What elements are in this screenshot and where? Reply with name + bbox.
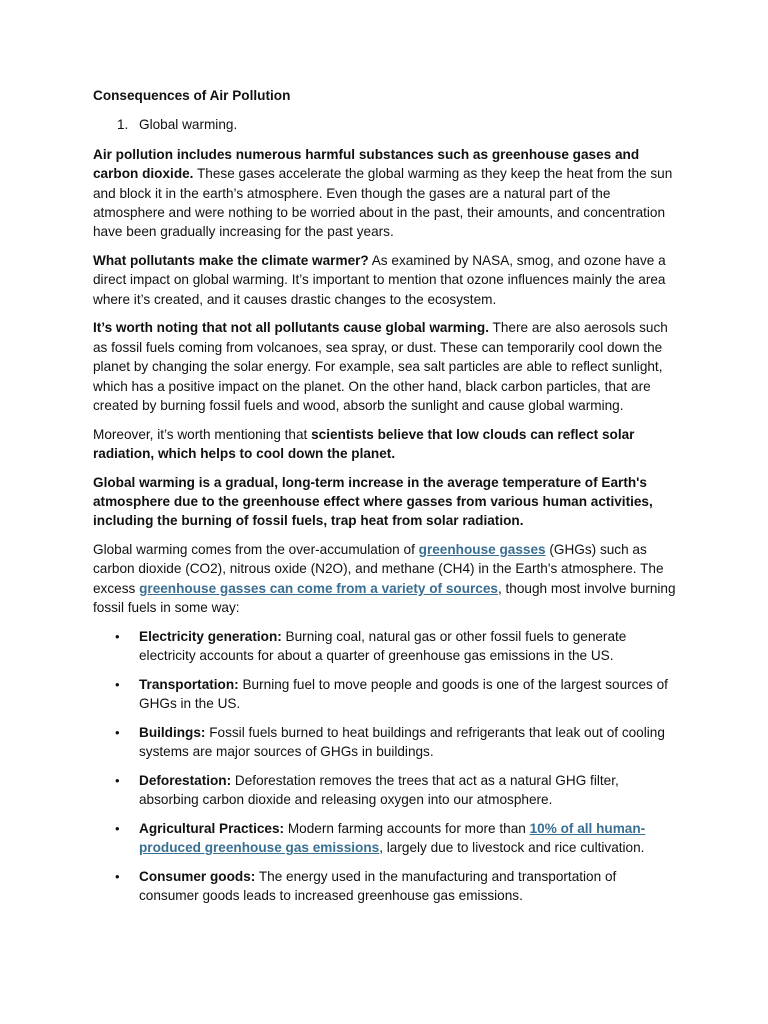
bold-definition: Global warming is a gradual, long-term increase in the average temperature of Earth's atmosphere due to the greenhouse effect where gasses from various human activities, including the burning of fossil fuels, trap heat from solar radiation. [93,474,653,529]
numbered-list [93,115,678,134]
paragraph-clouds [93,425,678,464]
sources-bullet-list [93,627,678,906]
bullet-buildings [93,723,678,762]
bullet-text: Burning coal, natural gas or other fossil fuels to generate electricity accounts for about a quarter of greenhouse gas emissions in the US. [139,628,627,664]
variety-of-sources-link[interactable]: greenhouse gasses can come from a variety of sources [139,580,498,596]
paragraph-sources [93,540,678,618]
paragraph-text: As examined by NASA, smog, and ozone have a direct impact on global warming. It’s important to mention that ozone influences mainly the area where it’s created, and it causes drastic changes to the ecosystem. [93,253,666,307]
paragraph-text: Global warming comes from the over-accumulation of [93,542,419,558]
bullet-icon: • [115,868,120,884]
paragraph-text: There are also aerosols such as fossil fuels coming from volcanoes, sea spray, or dust. These can temporarily cool down the planet by changing the solar energy. For example, sea salt particles are able to reflect sunlight, which has a positive impact on the planet. On the other hand, black carbon particles, that are created by burning fossil fuels and wood, absorb the sunlight and cause global warming. [93,320,668,414]
paragraph-text: (GHGs) such as carbon dioxide (CO2), nitrous oxide (N2O), and methane (CH4) in the Earth's atmosphere. The excess [93,542,664,596]
bullet-icon: • [115,772,120,788]
bullet-text: Burning fuel to move people and goods is one of the largest sources of GHGs in the US. [139,676,668,712]
document-body [93,86,678,915]
bullet-heading: Agricultural Practices: [139,820,285,836]
bullet-heading: Transportation: [139,676,239,692]
bullet-icon: • [115,820,120,836]
bullet-text: , largely due to livestock and rice cultivation. [379,840,645,856]
list-item [93,115,678,134]
list-number: 1. [117,117,129,133]
document-title: Consequences of Air Pollution [93,88,291,103]
bullet-heading: Electricity generation: [139,628,282,644]
bullet-deforestation [93,771,678,810]
list-item-text: Global warming. [139,117,238,133]
bullet-text: Fossil fuels burned to heat buildings and refrigerants that leak out of cooling systems are major sources of GHGs in buildings. [139,724,665,760]
paragraph-text: Moreover, it’s worth mentioning that [93,426,312,442]
bold-lead: What pollutants make the climate warmer? [93,253,369,269]
paragraph-air-pollution [93,145,678,242]
emissions-share-link[interactable]: 10% of all human-produced greenhouse gas emissions [139,820,646,856]
bullet-text: Modern farming accounts for more than [284,820,530,836]
bullet-icon: • [115,628,120,644]
bullet-transportation [93,675,678,714]
paragraph-definition [93,473,678,531]
bullet-text: The energy used in the manufacturing and transportation of consumer goods leads to increased greenhouse gas emissions. [139,868,617,904]
bullet-heading: Buildings: [139,724,206,740]
bullet-agricultural [93,819,678,858]
bullet-icon: • [115,724,120,740]
bullet-electricity [93,627,678,666]
paragraph-text: , though most involve burning fossil fuels in some way: [93,580,676,616]
paragraph-text: These gases accelerate the global warming as they keep the heat from the sun and block it in the earth’s atmosphere. Even though the gases are a natural part of the atmosphere and were nothing to be worried about in the past, their amounts, and concentration have been gradually increasing for the past years. [93,166,673,240]
bullet-text: Deforestation removes the trees that act as a natural GHG filter, absorbing carbon dioxide and releasing oxygen into our atmosphere. [139,772,619,808]
bold-statement: scientists believe that low clouds can reflect solar radiation, which helps to cool down the planet. [93,426,635,462]
bullet-heading: Consumer goods: [139,868,256,884]
bold-lead: Air pollution includes numerous harmful substances such as greenhouse gases and carbon dioxide. [93,146,640,182]
greenhouse-gasses-link[interactable]: greenhouse gasses [418,542,546,558]
bullet-icon: • [115,676,120,692]
paragraph-pollutants [93,251,678,309]
paragraph-aerosols [93,318,678,415]
bold-lead: It’s worth noting that not all pollutants cause global warming. [93,320,489,336]
bullet-heading: Deforestation: [139,772,232,788]
bullet-consumer-goods [93,867,678,906]
